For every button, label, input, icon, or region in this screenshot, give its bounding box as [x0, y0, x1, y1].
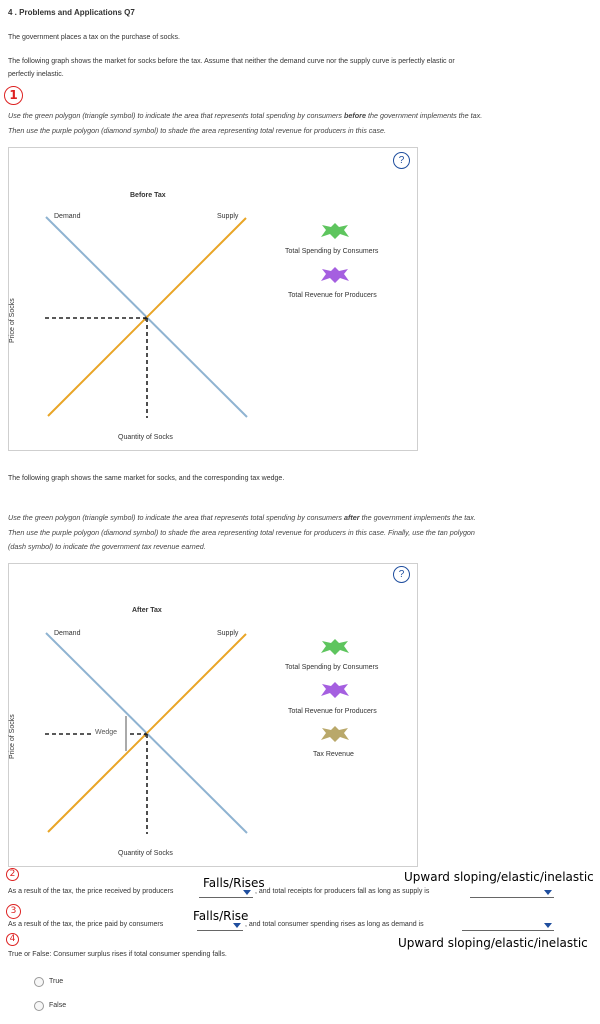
handwritten-number-1: 1: [9, 88, 18, 102]
handwritten-circle-2: [6, 868, 19, 881]
handwritten-circle-4: [6, 933, 19, 946]
q2-text-a: As a result of the tax, the price received by producers: [8, 888, 174, 895]
handwritten-options-demand: Upward sloping/elastic/inelastic: [398, 936, 588, 950]
instr-bold: before: [344, 111, 366, 120]
false-radio[interactable]: [34, 1001, 44, 1011]
before-tax-graph: [8, 147, 418, 451]
graph1-x-axis-label: Quantity of Socks: [118, 434, 173, 441]
instr-text: Use the green polygon (triangle symbol) to indicate the area that represents total spending by consumers: [8, 513, 345, 522]
help-button-1[interactable]: ?: [393, 152, 410, 169]
q2-producer-price-dropdown[interactable]: [199, 887, 253, 898]
graph1-demand-label: Demand: [54, 213, 81, 220]
instr-bold: after: [344, 513, 360, 522]
chevron-down-icon: [544, 890, 552, 895]
handwritten-circle-1: [4, 86, 23, 105]
triangle-polygon-icon[interactable]: [318, 637, 352, 657]
graph2-demand-label: Demand: [54, 630, 81, 637]
q4-text: True or False: Consumer surplus rises if total consumer spending falls.: [8, 951, 227, 958]
equilibrium-point[interactable]: +: [143, 314, 149, 324]
handwritten-options-supply: Upward sloping/elastic/inelastic: [404, 870, 594, 884]
intro-line-2: The following graph shows the market for socks before the tax. Assume that neither the demand curve nor the supply curve is perfectly elastic or: [8, 58, 455, 65]
true-radio[interactable]: [34, 977, 44, 987]
q3-text-a: As a result of the tax, the price paid by consumers: [8, 921, 164, 928]
graph1-y-axis-label: Price of Socks: [9, 298, 16, 343]
after-tax-graph: [8, 563, 418, 867]
handwritten-options-falls-rise: Falls/Rise: [193, 909, 249, 923]
handwritten-number-3: 3: [10, 906, 17, 916]
graph2-y-axis-label: Price of Socks: [9, 714, 16, 759]
chevron-down-icon: [233, 923, 241, 928]
handwritten-number-2: 2: [9, 869, 16, 879]
handwritten-options-falls-rises: Falls/Rises: [203, 876, 265, 890]
handwritten-circle-3: [6, 904, 21, 919]
step2-instruction-line1: [8, 511, 476, 525]
triangle-polygon-icon[interactable]: [318, 221, 352, 241]
intro-line-3: perfectly inelastic.: [8, 71, 64, 78]
handwritten-number-4: 4: [9, 934, 16, 944]
diamond-polygon-icon[interactable]: [318, 680, 352, 700]
intro-line-1: The government places a tax on the purchase of socks.: [8, 34, 180, 41]
true-label[interactable]: True: [49, 978, 64, 985]
instr-text: Use the green polygon (triangle symbol) to indicate the area that represents total spending by consumers: [8, 111, 345, 120]
graph2-supply-label: Supply: [217, 630, 239, 637]
diamond-polygon-icon[interactable]: [318, 265, 352, 285]
graph1-supply-label: Supply: [217, 213, 239, 220]
legend2-tax-revenue: Tax Revenue: [313, 751, 354, 758]
page-title: 4 . Problems and Applications Q7: [8, 8, 135, 17]
help-button-2[interactable]: ?: [393, 566, 410, 583]
equilibrium-point[interactable]: +: [143, 730, 149, 740]
step2-instruction-line2: Then use the purple polygon (diamond symbol) to shade the area representing total revenue for producers in this case. Finally, use the tan polygon: [8, 528, 475, 537]
q2-supply-elasticity-dropdown[interactable]: [470, 887, 554, 898]
instr-text: the government implements the tax.: [359, 513, 476, 522]
wedge-label: Wedge: [95, 729, 118, 736]
step1-instruction-line2: Then use the purple polygon (diamond symbol) to shade the area representing total revenue for producers in this case.: [8, 126, 386, 135]
instr-text: the government implements the tax.: [365, 111, 483, 120]
dash-polygon-icon[interactable]: [318, 724, 352, 744]
q3-consumer-price-dropdown[interactable]: [197, 920, 243, 931]
q2-text-b: , and total receipts for producers fall as long as supply is: [255, 888, 430, 895]
mid-text: The following graph shows the same market for socks, and the corresponding tax wedge.: [8, 475, 285, 482]
legend2-total-revenue: Total Revenue for Producers: [288, 708, 377, 715]
q3-text-b: , and total consumer spending rises as long as demand is: [245, 921, 424, 928]
false-label[interactable]: False: [49, 1002, 67, 1009]
q3-demand-elasticity-dropdown[interactable]: [462, 920, 554, 931]
graph2-title: After Tax: [132, 607, 162, 614]
chevron-down-icon: [544, 923, 552, 928]
graph1-title: Before Tax: [130, 192, 166, 199]
step1-instruction-line1: [8, 109, 482, 123]
legend2-total-spending: Total Spending by Consumers: [285, 664, 379, 671]
legend1-total-spending: Total Spending by Consumers: [285, 248, 379, 255]
chevron-down-icon: [243, 890, 251, 895]
legend1-total-revenue: Total Revenue for Producers: [288, 292, 377, 299]
step2-instruction-line3: (dash symbol) to indicate the government tax revenue earned.: [8, 542, 206, 551]
graph2-x-axis-label: Quantity of Socks: [118, 850, 173, 857]
